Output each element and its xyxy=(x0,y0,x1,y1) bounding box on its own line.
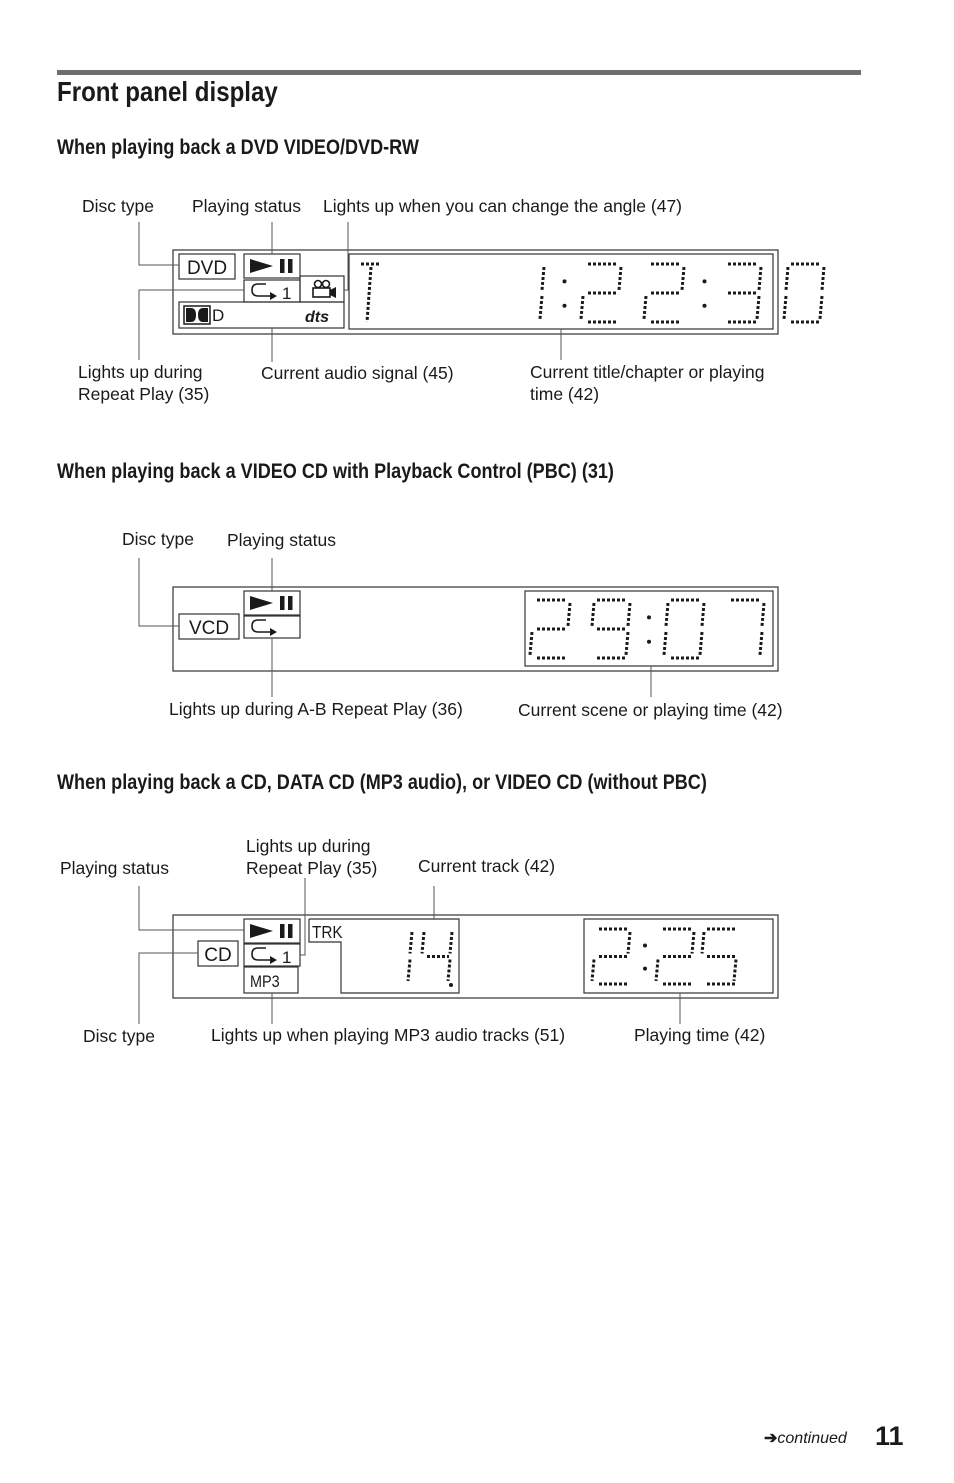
cd-track-digits xyxy=(408,932,452,981)
cd-time-digits xyxy=(592,929,736,984)
cd-leader-status xyxy=(139,886,244,930)
vcd-disc-text: VCD xyxy=(188,618,230,639)
cd-leader-disc xyxy=(139,953,198,1024)
dvd-label-title-time: Current title/chapter or playing time (42) xyxy=(530,362,765,404)
cd-label-repeat: Lights up during Repeat Play (35) xyxy=(246,836,378,878)
cd-label-playing-time: Playing time (42) xyxy=(634,1025,766,1045)
digit-segment xyxy=(410,932,412,954)
dvd-label-repeat: Lights up during Repeat Play (35) xyxy=(78,362,210,404)
digit-segment xyxy=(656,960,658,982)
cd-trk-text: TRK xyxy=(312,921,343,943)
dolby-d-text: D xyxy=(212,306,225,325)
arrow-right-icon: ➔ xyxy=(764,1430,778,1447)
dts-logo: dts xyxy=(305,309,329,326)
digit-segment xyxy=(692,932,694,954)
colon-dot xyxy=(643,967,647,971)
cd-pause-icon xyxy=(280,924,285,938)
cd-heading: When playing back a CD, DATA CD (MP3 audio), or VIDEO CD (without PBC) xyxy=(57,771,707,794)
dvd-label-audio: Current audio signal (45) xyxy=(261,363,454,383)
vcd-label-playing-status: Playing status xyxy=(227,530,336,550)
digit-segment xyxy=(702,932,704,954)
cd-label-track: Current track (42) xyxy=(418,856,556,876)
digit-segment xyxy=(734,960,736,982)
digit-segment xyxy=(448,960,450,982)
cd-leader-repeat xyxy=(300,878,305,955)
vcd-label-ab-repeat: Lights up during A-B Repeat Play (36) xyxy=(169,699,463,719)
cd-repeat-num: 1 xyxy=(282,948,292,967)
digit-segment xyxy=(628,932,630,954)
dvd-label-playing-status: Playing status xyxy=(192,196,301,216)
cd-label-disc-type: Disc type xyxy=(83,1026,155,1046)
cd-disc-text: CD xyxy=(204,945,232,966)
digit-segment xyxy=(422,932,424,954)
cd-label-playing-status: Playing status xyxy=(60,858,169,878)
colon-dot xyxy=(643,944,647,948)
vcd-label-disc-type: Disc type xyxy=(122,529,194,549)
dvd-disc-text: DVD xyxy=(186,258,228,279)
digit-segment xyxy=(450,932,452,954)
vcd-label-scene-time: Current scene or playing time (42) xyxy=(518,700,783,720)
cd-mp3-text: MP3 xyxy=(250,972,280,992)
vcd-heading: When playing back a VIDEO CD with Playback Control (PBC) (31) xyxy=(57,460,614,483)
cd-label-mp3: Lights up when playing MP3 audio tracks (51) xyxy=(211,1025,566,1045)
cd-repeat-icon xyxy=(252,948,270,960)
dvd-label-angle: Lights up when you can change the angle (47) xyxy=(323,196,683,216)
cd-track-dot xyxy=(449,983,453,987)
dvd-repeat-num: 1 xyxy=(282,284,292,303)
cd-play-icon xyxy=(250,924,273,938)
dvd-heading: When playing back a DVD VIDEO/DVD-RW xyxy=(57,136,419,159)
page-number: 11 xyxy=(875,1421,904,1451)
continued-note: ➔continued xyxy=(764,1430,847,1447)
dvd-label-disc-type: Disc type xyxy=(82,196,154,216)
digit-segment xyxy=(592,960,594,982)
page-title: Front panel display xyxy=(57,76,278,107)
digit-segment xyxy=(408,960,410,982)
